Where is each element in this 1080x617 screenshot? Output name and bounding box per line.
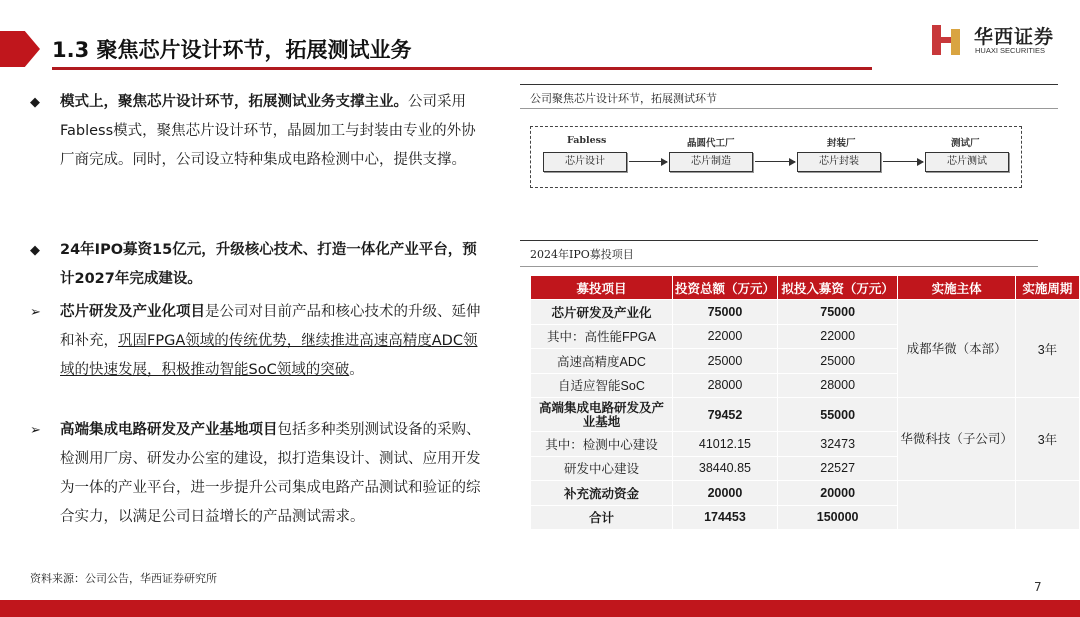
flow-arrow-icon bbox=[755, 161, 795, 162]
chip-project-highlight: 巩固FPGA领域的传统优势，继续推进高速高精度ADC领域的快速发展，积极推动智能SoC领域的突破 bbox=[60, 333, 478, 378]
project-total: 25000 bbox=[672, 349, 777, 374]
arrow-bullet-icon: ➢ bbox=[30, 305, 41, 320]
ipo-lead: 24年IPO募资15亿元，升级核心技术、打造一体化产业平台，预计2027年完成建设。 bbox=[60, 242, 477, 287]
paragraph-chip-project bbox=[30, 298, 490, 385]
stage-node-manufacture: 芯片制造 bbox=[669, 152, 753, 172]
base-project-text: 包括多种类别测试设备的采购、检测用厂房、研发办公室的建设，拟打造集设计、测试、应用开发为一体的产业平台，进一步提升公司集成电路产品测试和验证的综合实力，以满足公司日益增长的产品测试需求。 bbox=[60, 422, 481, 525]
paragraph-ipo bbox=[30, 236, 490, 294]
project-total: 79452 bbox=[672, 398, 777, 432]
ipo-table-caption: 2024年IPO募投项目 bbox=[530, 248, 634, 261]
project-name: 补充流动资金 bbox=[531, 481, 673, 506]
table-caption-rule bbox=[520, 266, 1038, 267]
figure-caption-rule bbox=[520, 108, 1058, 109]
paragraph-base-project bbox=[30, 416, 490, 532]
stage-head-packaging: 封装厂 bbox=[827, 138, 856, 149]
chip-project-end: 。 bbox=[349, 362, 364, 378]
project-total: 38440.85 bbox=[672, 456, 777, 481]
stage-head-testing: 测试厂 bbox=[951, 138, 980, 149]
table-row bbox=[531, 481, 1080, 506]
process-figure-caption: 公司聚焦芯片设计环节，拓展测试环节 bbox=[530, 92, 717, 105]
business-model-lead: 模式上，聚焦芯片设计环节，拓展测试业务支撑主业。 bbox=[60, 94, 408, 110]
project-name: 其中：高性能FPGA bbox=[531, 324, 673, 349]
chip-project-text: 是公司对目前产品和核心技术的升级、延伸和补充， bbox=[60, 304, 481, 349]
table-top-rule bbox=[520, 240, 1038, 241]
period-chengdu: 3年 bbox=[1015, 300, 1079, 398]
bottom-brand-bar bbox=[0, 600, 1080, 617]
huaxi-logo-icon bbox=[930, 23, 964, 57]
project-raise: 28000 bbox=[777, 373, 897, 398]
project-total: 41012.15 bbox=[672, 432, 777, 457]
col-header-project: 募投项目 bbox=[531, 276, 673, 300]
title-underline bbox=[52, 67, 872, 70]
page-number: 7 bbox=[1034, 580, 1042, 594]
paragraph-business-model bbox=[30, 88, 490, 175]
chip-project-lead: 芯片研发及产业化项目 bbox=[60, 304, 205, 320]
period-empty bbox=[1015, 481, 1079, 530]
figure-top-rule bbox=[520, 84, 1058, 85]
project-total: 174453 bbox=[672, 505, 777, 530]
col-header-entity: 实施主体 bbox=[898, 276, 1016, 300]
project-name: 研发中心建设 bbox=[531, 456, 673, 481]
col-header-total: 投资总额（万元） bbox=[672, 276, 777, 300]
project-total: 75000 bbox=[672, 300, 777, 325]
title-accent-mark bbox=[0, 31, 40, 67]
business-model-text: 公司采用Fabless模式，聚焦芯片设计环节，晶圆加工与封装由专业的外协厂商完成。同时，公司设立特种集成电路检测中心，提供支撑。 bbox=[60, 94, 476, 168]
project-raise: 25000 bbox=[777, 349, 897, 374]
table-row bbox=[531, 398, 1080, 432]
project-raise: 22000 bbox=[777, 324, 897, 349]
project-total: 22000 bbox=[672, 324, 777, 349]
col-header-raise: 拟投入募资（万元） bbox=[777, 276, 897, 300]
stage-node-design: 芯片设计 bbox=[543, 152, 627, 172]
period-huawei-tech: 3年 bbox=[1015, 398, 1079, 481]
diamond-bullet-icon: ◆ bbox=[30, 243, 40, 258]
project-raise: 150000 bbox=[777, 505, 897, 530]
entity-huawei-tech: 华微科技（子公司） bbox=[898, 398, 1016, 481]
project-raise: 22527 bbox=[777, 456, 897, 481]
logo-english-name: HUAXI SECURITIES bbox=[975, 46, 1046, 55]
project-total: 28000 bbox=[672, 373, 777, 398]
project-name: 自适应智能SoC bbox=[531, 373, 673, 398]
table-row bbox=[531, 300, 1080, 325]
project-raise: 20000 bbox=[777, 481, 897, 506]
project-name: 高速高精度ADC bbox=[531, 349, 673, 374]
base-project-lead: 高端集成电路研发及产业基地项目 bbox=[60, 422, 278, 438]
page-title: 1.3 聚焦芯片设计环节，拓展测试业务 bbox=[52, 38, 412, 62]
stage-node-packaging: 芯片封装 bbox=[797, 152, 881, 172]
stage-node-testing: 芯片测试 bbox=[925, 152, 1009, 172]
arrow-bullet-icon: ➢ bbox=[30, 423, 41, 438]
stage-head-foundry: 晶圆代工厂 bbox=[687, 138, 735, 149]
col-header-period: 实施周期 bbox=[1015, 276, 1079, 300]
entity-empty bbox=[898, 481, 1016, 530]
process-flow-diagram bbox=[530, 126, 1022, 188]
entity-chengdu: 成都华微（本部） bbox=[898, 300, 1016, 398]
ipo-projects-table bbox=[530, 275, 1080, 530]
project-raise: 75000 bbox=[777, 300, 897, 325]
project-name: 其中：检测中心建设 bbox=[531, 432, 673, 457]
project-name: 合计 bbox=[531, 505, 673, 530]
project-raise: 32473 bbox=[777, 432, 897, 457]
flow-arrow-icon bbox=[629, 161, 667, 162]
project-name: 高端集成电路研发及产业基地 bbox=[531, 398, 673, 432]
project-total: 20000 bbox=[672, 481, 777, 506]
project-name: 芯片研发及产业化 bbox=[531, 300, 673, 325]
logo-chinese-name: 华西证券 bbox=[974, 26, 1055, 48]
stage-head-fabless: Fabless bbox=[567, 135, 607, 146]
source-note: 资料来源：公司公告，华西证券研究所 bbox=[30, 572, 217, 585]
diamond-bullet-icon: ◆ bbox=[30, 95, 40, 110]
flow-arrow-icon bbox=[883, 161, 923, 162]
project-raise: 55000 bbox=[777, 398, 897, 432]
company-logo bbox=[930, 22, 1070, 58]
table-header-row bbox=[531, 276, 1080, 300]
